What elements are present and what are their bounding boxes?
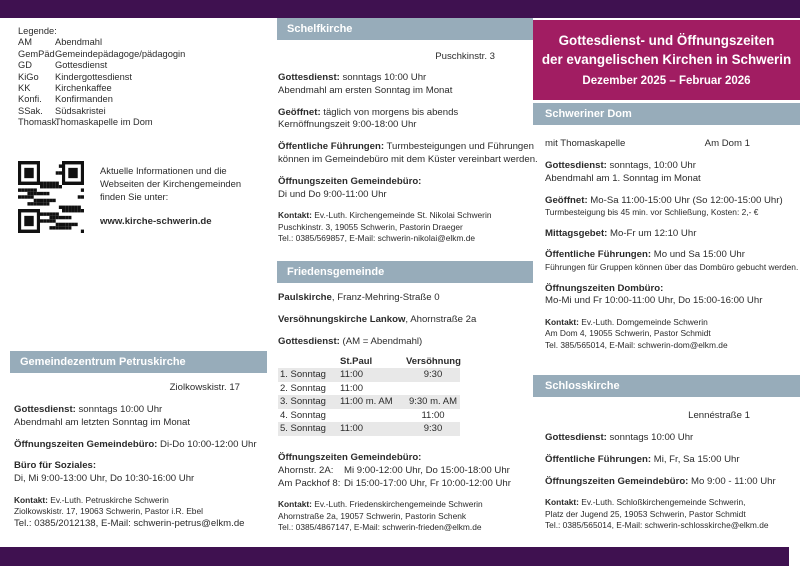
- text-line: Ahornstraße 2a, 19057 Schwerin, Pastorin Schenk: [278, 510, 467, 521]
- line-value: Gottesdienst: [55, 60, 108, 71]
- text-line: [18, 94, 185, 105]
- line-label: AM: [18, 37, 32, 48]
- table-cell: 9:30 m. AM: [408, 396, 458, 408]
- text-line: Mittagsgebet: Mo-Fr um 12:10 Uhr: [545, 227, 697, 239]
- section-header-petruskirche: Gemeindezentrum Petruskirche: [10, 351, 267, 373]
- text-line: [18, 37, 185, 48]
- info-text: [100, 161, 241, 233]
- text-line: Paulskirche, Franz-Mehring-Straße 0: [278, 292, 440, 303]
- text-line: Führungen für Gruppen können über das Dombüro gebucht werden.: [545, 262, 799, 273]
- text-line: [18, 106, 185, 117]
- line-value: Thomaskapelle im Dom: [55, 117, 153, 128]
- text-line: Tel.: 0385/4867147, E-Mail: schwerin-frieden@elkm.de: [278, 521, 482, 532]
- table-row: [278, 382, 460, 396]
- table-cell: 11:00: [340, 423, 364, 435]
- text-line: Öffnungszeiten Gemeindebüro: Di-Do 10:00-12:00 Uhr: [14, 438, 257, 450]
- table-row: [278, 368, 460, 382]
- section-header-schelfkirche: Schelfkirche: [277, 18, 533, 40]
- text-line: [18, 72, 185, 83]
- text-line: Legende:: [18, 26, 57, 36]
- text-line: Tel.: 0385/565014, E-Mail: schwerin-schlosskirche@elkm.de: [545, 519, 769, 530]
- table-row: [278, 395, 460, 409]
- text-line: [18, 60, 185, 71]
- line-label: Ahornstr. 2A:: [278, 464, 334, 476]
- text-line: Kontakt: Ev.-Luth. Petruskirche Schwerin: [14, 494, 169, 505]
- table-cell: 11:00: [340, 382, 364, 394]
- schlosskirche-address: Lennéstraße 1: [688, 410, 750, 421]
- line-label: Thomask.: [18, 117, 59, 128]
- brochure-title-line2: der evangelischen Kirchen in Schwerin: [541, 52, 792, 67]
- section-header-schlosskirche: Schlosskirche: [533, 375, 800, 397]
- text-line: Abendmahl am ersten Sonntag im Monat: [278, 84, 453, 96]
- table-cell: 11:00: [421, 409, 445, 421]
- line-label: SSak.: [18, 105, 43, 116]
- section-schweriner-dom: [545, 160, 799, 351]
- text-line: Kontakt: Ev.-Luth. Friedenskirchengemeinde Schwerin: [278, 499, 483, 510]
- section-friedensgemeinde: [278, 292, 530, 436]
- text-line: Abendmahl am letzten Sonntag im Monat: [14, 416, 190, 428]
- text-line: Webseiten der Kirchengemeinden: [100, 178, 242, 189]
- table-cell: 4. Sonntag: [280, 409, 326, 421]
- text-line: Öffentliche Führungen: Turmbesteigungen und Führungen: [278, 141, 534, 153]
- table-cell: 2. Sonntag: [280, 382, 326, 394]
- line-value: Mi 9:00-12:00 Uhr, Do 15:00-18:00 Uhr: [344, 464, 510, 476]
- line-value: Kirchenkaffee: [55, 83, 112, 94]
- table-cell: 9:30: [423, 423, 443, 435]
- service-times-table: [278, 355, 460, 436]
- line-value: Gemeindepädagoge/pädagogin: [55, 48, 186, 59]
- text-line: [278, 478, 530, 491]
- text-line: Mo-Mi und Fr 10:00-11:00 Uhr, Do 15:00-16:00 Uhr: [545, 295, 763, 307]
- text-line: [18, 83, 185, 94]
- text-line: Puschkinstr. 3, 19055 Schwerin, Pastorin Draeger: [278, 221, 463, 232]
- text-line: finden Sie unter:: [100, 191, 169, 202]
- qr-code-icon: [18, 161, 84, 233]
- section-friedensgemeinde-office: [278, 452, 530, 533]
- petruskirche-address: Ziolkowskistr. 17: [169, 382, 240, 393]
- text-line: Büro für Soziales:: [14, 460, 97, 472]
- text-line: Öffnungszeiten Gemeindebüro:: [278, 175, 422, 187]
- table-cell: 5. Sonntag: [280, 423, 326, 435]
- line-label: Konfi.: [18, 94, 42, 105]
- text-line: Abendmahl am 1. Sonntag im Monat: [545, 172, 701, 184]
- line-label: KiGo: [18, 71, 39, 82]
- text-line: Öffentliche Führungen: Mo und Sa 15:00 Uhr: [545, 249, 745, 261]
- table-cell: St.Paul: [340, 356, 373, 368]
- text-line: können im Gemeindebüro mit dem Küster vereinbart werden.: [278, 153, 538, 165]
- text-line: Tel.: 0385/2012138, E-Mail: schwerin-petrus@elkm.de: [14, 517, 245, 529]
- section-header-schweriner-dom: Schweriner Dom: [533, 103, 800, 125]
- text-line: Versöhnungskirche Lankow, Ahornstraße 2a: [278, 313, 477, 325]
- table-cell: 3. Sonntag: [280, 396, 326, 408]
- line-value: Di 15:00-17:00 Uhr, Fr 10:00-12:00 Uhr: [344, 477, 511, 489]
- text-line: Am Dom 4, 19055 Schwerin, Pastor Schmidt: [545, 328, 711, 339]
- line-label: GemPäd: [18, 48, 55, 59]
- text-line: Tel. 385/565014, E-Mail: schwerin-dom@elkm.de: [545, 339, 728, 350]
- text-line: [18, 117, 185, 128]
- section-schelfkirche: [278, 72, 538, 244]
- text-line: Kontakt: Ev.-Luth. Domgemeinde Schwerin: [545, 317, 708, 328]
- brochure-date-range: Dezember 2025 – Februar 2026: [582, 75, 751, 87]
- section-petruskirche: [14, 404, 264, 530]
- table-row: [278, 355, 460, 368]
- schelfkirche-address: Puschkinstr. 3: [435, 51, 495, 62]
- table-cell: 11:00 m. AM: [340, 396, 393, 408]
- legend-block: [18, 26, 185, 129]
- bottom-purple-bar: [0, 547, 789, 566]
- line-value: Abendmahl: [55, 37, 103, 48]
- table-cell: 1. Sonntag: [280, 369, 326, 381]
- text-line: Geöffnet: Mo-Sa 11:00-15:00 Uhr (So 12:00-15:00 Uhr): [545, 194, 783, 206]
- dom-chapel-note: mit Thomaskapelle: [545, 138, 626, 149]
- brochure-title-line1: Gottesdienst- und Öffnungszeiten: [558, 33, 775, 48]
- section-header-friedensgemeinde: Friedensgemeinde: [277, 261, 533, 283]
- text-line: [278, 465, 530, 478]
- text-line: Ziolkowskistr. 17, 19063 Schwerin, Pastor i.R. Ebel: [14, 506, 203, 517]
- table-row: [278, 409, 460, 423]
- section-schlosskirche: [545, 432, 795, 531]
- text-line: Di, Mi 9:00-13:00 Uhr, Do 10:30-16:00 Uhr: [14, 473, 195, 485]
- line-label: Am Packhof 8:: [278, 477, 341, 489]
- text-line: Tel.: 0385/569857, E-Mail: schwerin-nikolai@elkm.de: [278, 232, 476, 243]
- text-line: [18, 49, 185, 60]
- qr-info-block: [18, 161, 241, 233]
- text-line: Öffnungszeiten Gemeindebüro: Mo 9:00 - 11:00 Uhr: [545, 475, 776, 487]
- text-line: Kontakt: Ev.-Luth. Kirchengemeinde St. Nikolai Schwerin: [278, 210, 492, 221]
- table-cell: 9:30: [423, 369, 443, 381]
- line-value: Südsakristei: [55, 105, 106, 116]
- dom-subline: [545, 138, 750, 149]
- text-line: Platz der Jugend 25, 19053 Schwerin, Pastor Schmidt: [545, 508, 746, 519]
- text-line: Öffentliche Führungen: Mi, Fr, Sa 15:00 Uhr: [545, 453, 740, 465]
- line-label: GD: [18, 60, 32, 71]
- top-purple-bar: [0, 0, 800, 18]
- brochure-title-box: [533, 20, 800, 100]
- text-line: Aktuelle Informationen und die: [100, 165, 227, 176]
- table-cell: 11:00: [340, 369, 364, 381]
- text-line: Turmbesteigung bis 45 min. vor Schließung, Kosten: 2,- €: [545, 207, 759, 218]
- text-line: Kontakt: Ev.-Luth. Schloßkirchengemeinde Schwerin,: [545, 497, 746, 508]
- text-line: Gottesdienst: sonntags, 10:00 Uhr: [545, 160, 696, 171]
- table-row: [278, 422, 460, 436]
- text-line: Gottesdienst: sonntags 10:00 Uhr: [545, 432, 694, 443]
- text-line: Geöffnet: täglich von morgens bis abends: [278, 106, 459, 118]
- text-line: Gottesdienst: sonntags 10:00 Uhr: [14, 404, 163, 415]
- text-line: Gottesdienst: (AM = Abendmahl): [278, 335, 423, 347]
- line-value: Kindergottesdienst: [55, 71, 133, 82]
- dom-address: Am Dom 1: [704, 138, 750, 149]
- text-line: Öffnungszeiten Dombüro:: [545, 282, 664, 294]
- website-link[interactable]: www.kirche-schwerin.de: [100, 216, 212, 227]
- text-line: Öffnungszeiten Gemeindebüro:: [278, 452, 422, 463]
- text-line: Gottesdienst: sonntags 10:00 Uhr: [278, 72, 427, 83]
- text-line: Kernöffnungszeit 9:00-18:00 Uhr: [278, 119, 417, 131]
- text-line: Di und Do 9:00-11:00 Uhr: [278, 188, 387, 200]
- line-label: KK: [18, 83, 31, 94]
- table-cell: Versöhnung: [406, 356, 461, 368]
- line-value: Konfirmanden: [55, 94, 113, 105]
